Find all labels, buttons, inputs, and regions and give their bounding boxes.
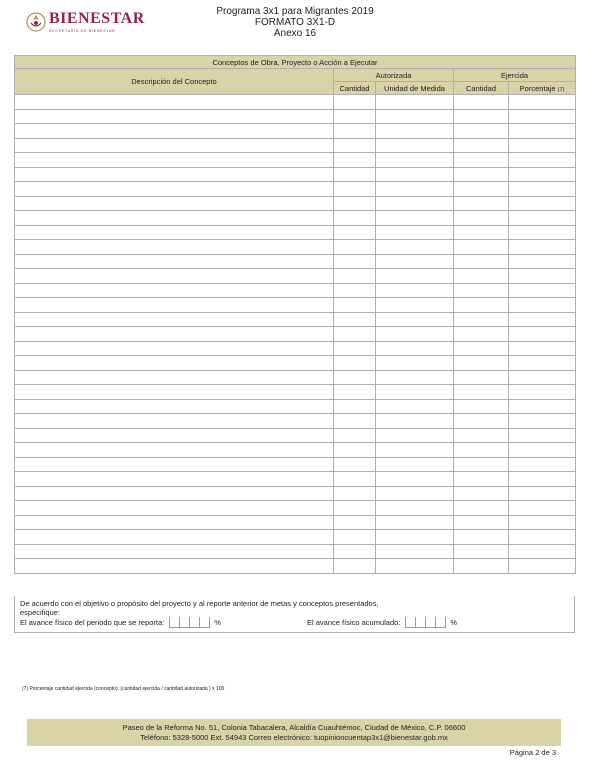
unidad-medida-cell[interactable] bbox=[376, 501, 454, 516]
cantidad-ejercida-cell[interactable] bbox=[454, 283, 509, 298]
unidad-medida-cell[interactable] bbox=[376, 124, 454, 139]
digit-box[interactable] bbox=[189, 617, 199, 628]
page-number: Página 2 de 3 bbox=[509, 748, 556, 757]
cantidad-ejercida-cell[interactable] bbox=[454, 515, 509, 530]
cantidad-ejercida-cell[interactable] bbox=[454, 298, 509, 313]
porcentaje-cell[interactable] bbox=[509, 327, 576, 342]
porcentaje-cell[interactable] bbox=[509, 559, 576, 574]
digit-box[interactable] bbox=[199, 617, 210, 628]
cantidad-autorizada-cell[interactable] bbox=[334, 211, 376, 226]
digit-box[interactable] bbox=[425, 617, 435, 628]
descripcion-cell[interactable] bbox=[15, 370, 334, 385]
unidad-medida-cell[interactable] bbox=[376, 443, 454, 458]
cantidad-autorizada-cell[interactable] bbox=[334, 124, 376, 139]
digit-box[interactable] bbox=[179, 617, 189, 628]
unidad-medida-cell[interactable] bbox=[376, 167, 454, 182]
porcentaje-cell[interactable] bbox=[509, 124, 576, 139]
cantidad-autorizada-cell[interactable] bbox=[334, 312, 376, 327]
cantidad-ejercida-cell[interactable] bbox=[454, 95, 509, 110]
cantidad-ejercida-cell[interactable] bbox=[454, 385, 509, 400]
unidad-medida-cell[interactable] bbox=[376, 341, 454, 356]
cantidad-autorizada-cell[interactable] bbox=[334, 414, 376, 429]
unidad-medida-cell[interactable] bbox=[376, 428, 454, 443]
porcentaje-cell[interactable] bbox=[509, 109, 576, 124]
cantidad-autorizada-cell[interactable] bbox=[334, 501, 376, 516]
porcentaje-cell[interactable] bbox=[509, 414, 576, 429]
cantidad-ejercida-cell[interactable] bbox=[454, 109, 509, 124]
porcentaje-cell[interactable] bbox=[509, 544, 576, 559]
cantidad-ejercida-cell[interactable] bbox=[454, 399, 509, 414]
table-row bbox=[15, 211, 576, 226]
porcentaje-cell[interactable] bbox=[509, 428, 576, 443]
cantidad-autorizada-cell[interactable] bbox=[334, 95, 376, 110]
format-code: FORMATO 3X1-D bbox=[254, 17, 336, 28]
descripcion-cell[interactable] bbox=[15, 341, 334, 356]
descripcion-cell[interactable] bbox=[15, 327, 334, 342]
unidad-medida-cell[interactable] bbox=[376, 138, 454, 153]
descripcion-cell[interactable] bbox=[15, 530, 334, 545]
cantidad-ejercida-cell[interactable] bbox=[454, 167, 509, 182]
table-row bbox=[15, 109, 576, 124]
table-row bbox=[15, 196, 576, 211]
unidad-medida-cell[interactable] bbox=[376, 486, 454, 501]
cantidad-autorizada-cell[interactable] bbox=[334, 559, 376, 574]
unidad-medida-cell[interactable] bbox=[376, 544, 454, 559]
percent-sign: % bbox=[450, 618, 458, 627]
cantidad-ejercida-cell[interactable] bbox=[454, 182, 509, 197]
cantidad-autorizada-cell[interactable] bbox=[334, 109, 376, 124]
descripcion-cell[interactable] bbox=[15, 269, 334, 284]
table-title: Conceptos de Obra, Proyecto o Acción a Ejecutar bbox=[15, 56, 576, 69]
porcentaje-cell[interactable] bbox=[509, 138, 576, 153]
cantidad-ejercida-cell[interactable] bbox=[454, 457, 509, 472]
program-title: Programa 3x1 para Migrantes 2019 bbox=[216, 6, 374, 17]
cantidad-autorizada-cell[interactable] bbox=[334, 225, 376, 240]
porcentaje-cell[interactable] bbox=[509, 341, 576, 356]
descripcion-cell[interactable] bbox=[15, 167, 334, 182]
table-row bbox=[15, 298, 576, 313]
cantidad-ejercida-cell[interactable] bbox=[454, 356, 509, 371]
cantidad-ejercida-cell[interactable] bbox=[454, 370, 509, 385]
porcentaje-cell[interactable] bbox=[509, 225, 576, 240]
porcentaje-cell[interactable] bbox=[509, 370, 576, 385]
cantidad-autorizada-cell[interactable] bbox=[334, 196, 376, 211]
descripcion-cell[interactable] bbox=[15, 428, 334, 443]
descripcion-cell[interactable] bbox=[15, 124, 334, 139]
footer-contact: Teléfono: 5328-5000 Ext. 54943 Correo electrónico: tuopinioncuentap3x1@bienestar.gob.mx bbox=[140, 732, 448, 742]
cantidad-ejercida-cell[interactable] bbox=[454, 341, 509, 356]
cantidad-ejercida-cell[interactable] bbox=[454, 196, 509, 211]
table-row bbox=[15, 515, 576, 530]
header-cantidad-ejercida: Cantidad bbox=[454, 82, 509, 95]
concepts-table bbox=[14, 55, 576, 574]
porcentaje-cell[interactable] bbox=[509, 530, 576, 545]
avance-periodo-input[interactable] bbox=[169, 617, 210, 628]
table-row bbox=[15, 501, 576, 516]
descripcion-cell[interactable] bbox=[15, 443, 334, 458]
avance-periodo-label: El avance físico del periodo que se reporta: bbox=[20, 618, 165, 627]
porcentaje-cell[interactable] bbox=[509, 211, 576, 226]
cantidad-ejercida-cell[interactable] bbox=[454, 414, 509, 429]
unidad-medida-cell[interactable] bbox=[376, 298, 454, 313]
cantidad-autorizada-cell[interactable] bbox=[334, 138, 376, 153]
table-row bbox=[15, 472, 576, 487]
porcentaje-cell[interactable] bbox=[509, 312, 576, 327]
descripcion-cell[interactable] bbox=[15, 182, 334, 197]
table-row bbox=[15, 559, 576, 574]
footer-address: Paseo de la Reforma No. 51, Colonia Tabacalera, Alcaldía Cuauhtémoc, Ciudad de México, C.P. 06600 bbox=[122, 723, 466, 732]
porcentaje-cell[interactable] bbox=[509, 385, 576, 400]
annex-number: Anexo 16 bbox=[273, 28, 317, 39]
table-row bbox=[15, 312, 576, 327]
table-row bbox=[15, 530, 576, 545]
avance-acumulado-label: El avance físico acumulado: bbox=[307, 618, 401, 627]
cantidad-autorizada-cell[interactable] bbox=[334, 544, 376, 559]
table-row bbox=[15, 153, 576, 168]
table-row bbox=[15, 385, 576, 400]
table-row bbox=[15, 428, 576, 443]
unidad-medida-cell[interactable] bbox=[376, 515, 454, 530]
descripcion-cell[interactable] bbox=[15, 501, 334, 516]
cantidad-ejercida-cell[interactable] bbox=[454, 472, 509, 487]
porcentaje-cell[interactable] bbox=[509, 472, 576, 487]
percent-sign: % bbox=[214, 618, 221, 627]
porcentaje-cell[interactable] bbox=[509, 283, 576, 298]
porcentaje-cell[interactable] bbox=[509, 196, 576, 211]
digit-box[interactable] bbox=[415, 617, 425, 628]
cantidad-autorizada-cell[interactable] bbox=[334, 457, 376, 472]
porcentaje-cell[interactable] bbox=[509, 457, 576, 472]
descripcion-cell[interactable] bbox=[15, 385, 334, 400]
cantidad-ejercida-cell[interactable] bbox=[454, 225, 509, 240]
unidad-medida-cell[interactable] bbox=[376, 95, 454, 110]
descripcion-cell[interactable] bbox=[15, 486, 334, 501]
unidad-medida-cell[interactable] bbox=[376, 109, 454, 124]
table-row bbox=[15, 414, 576, 429]
cantidad-autorizada-cell[interactable] bbox=[334, 486, 376, 501]
table-row bbox=[15, 544, 576, 559]
cantidad-ejercida-cell[interactable] bbox=[454, 153, 509, 168]
porcentaje-cell[interactable] bbox=[509, 153, 576, 168]
descripcion-cell[interactable] bbox=[15, 196, 334, 211]
table-row bbox=[15, 341, 576, 356]
table-body bbox=[15, 95, 576, 574]
descripcion-cell[interactable] bbox=[15, 211, 334, 226]
cantidad-autorizada-cell[interactable] bbox=[334, 240, 376, 255]
porcentaje-cell[interactable] bbox=[509, 399, 576, 414]
table-row bbox=[15, 167, 576, 182]
porcentaje-cell[interactable] bbox=[509, 501, 576, 516]
avance-acumulado bbox=[307, 617, 457, 628]
header-unidad-medida: Unidad de Medida bbox=[376, 82, 454, 95]
table-row bbox=[15, 356, 576, 371]
cantidad-ejercida-cell[interactable] bbox=[454, 211, 509, 226]
cantidad-ejercida-cell[interactable] bbox=[454, 443, 509, 458]
cantidad-ejercida-cell[interactable] bbox=[454, 312, 509, 327]
descripcion-cell[interactable] bbox=[15, 472, 334, 487]
table-row bbox=[15, 370, 576, 385]
table-row bbox=[15, 486, 576, 501]
cantidad-autorizada-cell[interactable] bbox=[334, 254, 376, 269]
cantidad-autorizada-cell[interactable] bbox=[334, 515, 376, 530]
porcentaje-cell[interactable] bbox=[509, 356, 576, 371]
cantidad-autorizada-cell[interactable] bbox=[334, 298, 376, 313]
table-row bbox=[15, 240, 576, 255]
descripcion-cell[interactable] bbox=[15, 109, 334, 124]
table-row bbox=[15, 254, 576, 269]
header-autorizada: Autorizada bbox=[334, 69, 454, 82]
cantidad-autorizada-cell[interactable] bbox=[334, 530, 376, 545]
table-row bbox=[15, 124, 576, 139]
table-row bbox=[15, 269, 576, 284]
unidad-medida-cell[interactable] bbox=[376, 225, 454, 240]
porcentaje-cell[interactable] bbox=[509, 254, 576, 269]
cantidad-ejercida-cell[interactable] bbox=[454, 124, 509, 139]
table-row bbox=[15, 225, 576, 240]
unidad-medida-cell[interactable] bbox=[376, 196, 454, 211]
table-row bbox=[15, 182, 576, 197]
unidad-medida-cell[interactable] bbox=[376, 312, 454, 327]
descripcion-cell[interactable] bbox=[15, 240, 334, 255]
unidad-medida-cell[interactable] bbox=[376, 182, 454, 197]
declaration-text: De acuerdo con el objetivo o propósito del proyecto y al reporte anterior de metas y conceptos presentados, especifique: bbox=[20, 599, 379, 617]
brand-name: BIENESTAR bbox=[49, 10, 145, 27]
unidad-medida-cell[interactable] bbox=[376, 399, 454, 414]
porcentaje-cell[interactable] bbox=[509, 240, 576, 255]
table-row bbox=[15, 327, 576, 342]
unidad-medida-cell[interactable] bbox=[376, 240, 454, 255]
porcentaje-cell[interactable] bbox=[509, 443, 576, 458]
cantidad-ejercida-cell[interactable] bbox=[454, 501, 509, 516]
header-descripcion: Descripción del Concepto bbox=[15, 69, 334, 95]
table-row bbox=[15, 399, 576, 414]
cantidad-ejercida-cell[interactable] bbox=[454, 486, 509, 501]
descripcion-cell[interactable] bbox=[15, 515, 334, 530]
brand-subtitle: SECRETARÍA DE BIENESTAR bbox=[49, 29, 116, 33]
cantidad-ejercida-cell[interactable] bbox=[454, 269, 509, 284]
cantidad-ejercida-cell[interactable] bbox=[454, 559, 509, 574]
descripcion-cell[interactable] bbox=[15, 298, 334, 313]
descripcion-cell[interactable] bbox=[15, 254, 334, 269]
cantidad-autorizada-cell[interactable] bbox=[334, 167, 376, 182]
descripcion-cell[interactable] bbox=[15, 225, 334, 240]
table-row bbox=[15, 457, 576, 472]
cantidad-autorizada-cell[interactable] bbox=[334, 153, 376, 168]
avance-periodo bbox=[20, 617, 221, 628]
unidad-medida-cell[interactable] bbox=[376, 385, 454, 400]
descripcion-cell[interactable] bbox=[15, 559, 334, 574]
descripcion-cell[interactable] bbox=[15, 95, 334, 110]
unidad-medida-cell[interactable] bbox=[376, 269, 454, 284]
cantidad-autorizada-cell[interactable] bbox=[334, 428, 376, 443]
unidad-medida-cell[interactable] bbox=[376, 414, 454, 429]
unidad-medida-cell[interactable] bbox=[376, 370, 454, 385]
cantidad-ejercida-cell[interactable] bbox=[454, 327, 509, 342]
cantidad-ejercida-cell[interactable] bbox=[454, 544, 509, 559]
descripcion-cell[interactable] bbox=[15, 544, 334, 559]
declaration-box bbox=[14, 596, 575, 633]
table-row bbox=[15, 283, 576, 298]
footnote: (7) Porcentaje cantidad ejercida (concepto): (cantidad ejercida / cantidad autorizada ) x 100 bbox=[22, 686, 225, 692]
footer bbox=[27, 719, 561, 746]
porcentaje-cell[interactable] bbox=[509, 486, 576, 501]
table-row bbox=[15, 138, 576, 153]
descripcion-cell[interactable] bbox=[15, 138, 334, 153]
unidad-medida-cell[interactable] bbox=[376, 327, 454, 342]
descripcion-cell[interactable] bbox=[15, 457, 334, 472]
porcentaje-cell[interactable] bbox=[509, 167, 576, 182]
unidad-medida-cell[interactable] bbox=[376, 211, 454, 226]
unidad-medida-cell[interactable] bbox=[376, 530, 454, 545]
cantidad-ejercida-cell[interactable] bbox=[454, 138, 509, 153]
eagle-emblem-icon bbox=[26, 11, 46, 33]
unidad-medida-cell[interactable] bbox=[376, 559, 454, 574]
porcentaje-cell[interactable] bbox=[509, 515, 576, 530]
cantidad-autorizada-cell[interactable] bbox=[334, 385, 376, 400]
cantidad-ejercida-cell[interactable] bbox=[454, 240, 509, 255]
cantidad-autorizada-cell[interactable] bbox=[334, 443, 376, 458]
porcentaje-cell[interactable] bbox=[509, 95, 576, 110]
cantidad-autorizada-cell[interactable] bbox=[334, 283, 376, 298]
unidad-medida-cell[interactable] bbox=[376, 283, 454, 298]
descripcion-cell[interactable] bbox=[15, 153, 334, 168]
descripcion-cell[interactable] bbox=[15, 283, 334, 298]
bienestar-logo bbox=[26, 11, 145, 33]
unidad-medida-cell[interactable] bbox=[376, 457, 454, 472]
digit-box[interactable] bbox=[405, 617, 415, 628]
table-row bbox=[15, 95, 576, 110]
descripcion-cell[interactable] bbox=[15, 414, 334, 429]
unidad-medida-cell[interactable] bbox=[376, 153, 454, 168]
digit-box[interactable] bbox=[169, 617, 179, 628]
table-row bbox=[15, 443, 576, 458]
unidad-medida-cell[interactable] bbox=[376, 254, 454, 269]
cantidad-autorizada-cell[interactable] bbox=[334, 472, 376, 487]
header-ejercida: Ejercida bbox=[454, 69, 576, 82]
cantidad-autorizada-cell[interactable] bbox=[334, 341, 376, 356]
unidad-medida-cell[interactable] bbox=[376, 356, 454, 371]
cantidad-autorizada-cell[interactable] bbox=[334, 327, 376, 342]
descripcion-cell[interactable] bbox=[15, 399, 334, 414]
cantidad-autorizada-cell[interactable] bbox=[334, 182, 376, 197]
cantidad-autorizada-cell[interactable] bbox=[334, 269, 376, 284]
avance-acumulado-input[interactable] bbox=[405, 617, 446, 628]
cantidad-ejercida-cell[interactable] bbox=[454, 530, 509, 545]
descripcion-cell[interactable] bbox=[15, 312, 334, 327]
header-cantidad-autorizada: Cantidad bbox=[334, 82, 376, 95]
porcentaje-cell[interactable] bbox=[509, 298, 576, 313]
cantidad-ejercida-cell[interactable] bbox=[454, 428, 509, 443]
descripcion-cell[interactable] bbox=[15, 356, 334, 371]
unidad-medida-cell[interactable] bbox=[376, 472, 454, 487]
porcentaje-footnote-ref: (7) bbox=[557, 86, 565, 93]
porcentaje-cell[interactable] bbox=[509, 182, 576, 197]
digit-box[interactable] bbox=[435, 617, 446, 628]
cantidad-ejercida-cell[interactable] bbox=[454, 254, 509, 269]
cantidad-autorizada-cell[interactable] bbox=[334, 356, 376, 371]
document-header bbox=[180, 6, 410, 39]
cantidad-autorizada-cell[interactable] bbox=[334, 399, 376, 414]
header-porcentaje bbox=[509, 82, 576, 95]
cantidad-autorizada-cell[interactable] bbox=[334, 370, 376, 385]
porcentaje-label: Porcentaje bbox=[519, 83, 556, 93]
porcentaje-cell[interactable] bbox=[509, 269, 576, 284]
